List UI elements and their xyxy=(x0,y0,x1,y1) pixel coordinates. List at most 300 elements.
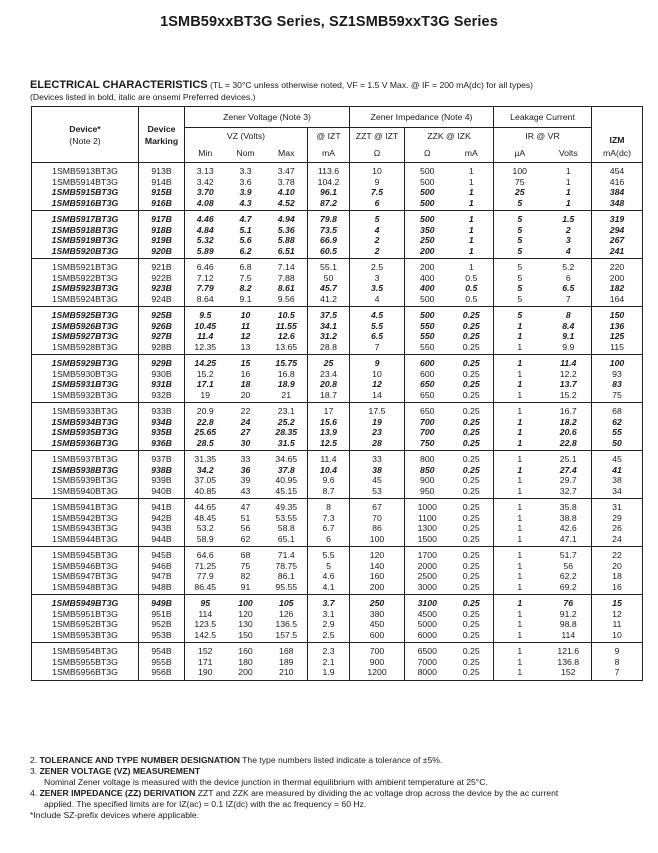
zzt-cell: 4.5 xyxy=(350,307,405,321)
page-title: 1SMB59xxBT3G Series, SZ1SMB59xxT3G Series xyxy=(160,14,498,30)
izt-cell: 4.1 xyxy=(308,582,350,595)
vr-cell: 8 xyxy=(546,307,592,321)
izt-cell: 17 xyxy=(308,403,350,417)
izk-cell: 0.25 xyxy=(450,369,494,380)
izt-cell: 5.5 xyxy=(308,547,350,561)
izm-cell: 62 xyxy=(592,417,643,428)
vz-min-cell: 114 xyxy=(198,608,213,619)
marking-cell: 947B xyxy=(139,571,185,582)
table-row xyxy=(32,163,643,177)
zzk-cell: 1500 xyxy=(405,534,450,547)
izm-cell: 55 xyxy=(592,427,643,438)
zzt-cell: 1200 xyxy=(350,667,405,680)
izk-cell: 0.25 xyxy=(450,657,494,668)
izm-cell: 18 xyxy=(592,571,643,582)
zzt-cell: 45 xyxy=(350,475,405,486)
izk-cell: 0.25 xyxy=(450,582,494,595)
izk-cell: 0.25 xyxy=(450,438,494,451)
izk-cell: 1 xyxy=(450,211,494,225)
zzt-cell: 38 xyxy=(350,465,405,476)
ir-cell: 75 xyxy=(514,176,525,187)
zzt-cell: 450 xyxy=(350,619,405,630)
izt-cell: 66.9 xyxy=(308,235,350,246)
table-row xyxy=(32,486,643,499)
izm-cell: 241 xyxy=(592,246,643,259)
zzk-cell: 350 xyxy=(420,224,435,235)
table-row xyxy=(32,390,643,403)
vz-nom-cell: 3.9 xyxy=(239,187,252,197)
zzk-cell: 800 xyxy=(420,454,435,464)
vz-min-cell: 37.05 xyxy=(194,475,217,485)
vz-min-cell: 11.4 xyxy=(197,331,214,341)
vz-max-cell: 4.94 xyxy=(266,211,308,225)
zener-impedance-header: Zener Impedance (Note 4) xyxy=(350,107,494,128)
vz-min-cell: 17.1 xyxy=(196,379,214,389)
device-cell: 1SMB5943BT3G xyxy=(32,523,139,534)
note-2-text: The type numbers listed indicate a tolerance of ±5%. xyxy=(239,755,443,765)
izk-cell: 0.25 xyxy=(450,630,494,643)
vz-max-cell: 18.9 xyxy=(266,379,308,390)
marking-cell: 915B xyxy=(139,187,185,198)
vz-min-cell: 19 xyxy=(185,390,226,403)
vr-cell: 47.1 xyxy=(546,534,592,547)
zzk-cell: 250 xyxy=(420,235,435,245)
ir-unit-header: µA xyxy=(494,145,546,163)
table-row xyxy=(32,283,643,294)
zzt-cell: 9 xyxy=(350,177,405,188)
vr-cell: 91.2 xyxy=(546,609,592,620)
izk-cell: 1 xyxy=(450,187,494,198)
vz-max-cell: 136.5 xyxy=(266,619,308,630)
izk-cell: 0.25 xyxy=(450,523,494,534)
ir-cell: 1 xyxy=(494,534,546,547)
izm-cell: 220 xyxy=(592,259,643,273)
note-3 xyxy=(30,766,650,777)
vr-cell: 51.7 xyxy=(546,547,592,561)
leakage-current-header: Leakage Current xyxy=(494,107,592,128)
vz-max-cell: 78.75 xyxy=(266,561,308,572)
table-row xyxy=(32,331,643,342)
device-cell: 1SMB5941BT3G xyxy=(32,499,139,513)
izt-cell: 41.2 xyxy=(308,294,350,307)
table-row xyxy=(32,657,643,668)
ir-cell: 1 xyxy=(494,582,546,595)
vr-cell: 4 xyxy=(546,246,592,259)
marking-cell: 925B xyxy=(139,307,185,321)
vz-max-cell: 31.5 xyxy=(266,438,308,451)
vz-min-cell: 25.65 xyxy=(194,427,217,437)
marking-cell: 953B xyxy=(139,630,185,643)
zzk-cell: 2500 xyxy=(417,571,437,581)
table-row xyxy=(32,571,643,582)
zzk-cell: 5000 xyxy=(417,619,437,629)
device-cell: 1SMB5947BT3G xyxy=(32,571,139,582)
vz-nom-cell: 6.2 xyxy=(226,246,266,259)
nom-header: Nom xyxy=(226,145,266,163)
marking-cell: 938B xyxy=(139,465,185,476)
marking-cell: 932B xyxy=(139,390,185,403)
vz-nom-cell: 33 xyxy=(240,454,251,464)
izm-cell: 31 xyxy=(592,499,643,513)
vz-min-cell: 7.79 xyxy=(196,283,214,293)
marking-cell: 943B xyxy=(139,523,185,534)
vz-max-cell: 3.78 xyxy=(266,177,308,188)
note-2-number: 2. xyxy=(30,755,38,765)
table-row xyxy=(32,198,643,211)
vr-cell: 35.8 xyxy=(546,499,592,513)
izk-cell: 0.25 xyxy=(450,465,494,476)
izk-cell: 0.25 xyxy=(450,534,494,547)
ir-cell: 5 xyxy=(517,262,523,272)
vz-min-cell: 9.5 xyxy=(199,310,212,320)
izk-cell: 0.25 xyxy=(450,390,494,403)
vz-min-cell: 77.9 xyxy=(196,571,214,581)
device-header-label: Device* xyxy=(69,123,101,134)
zzk-cell: 900 xyxy=(420,475,435,485)
table-row xyxy=(32,294,643,307)
vr-cell: 5.2 xyxy=(546,259,592,273)
zzk-cell: 500 xyxy=(405,198,450,211)
ir-cell: 1 xyxy=(517,646,523,656)
izt-cell: 8 xyxy=(308,499,350,513)
izt-cell: 2.9 xyxy=(308,619,350,630)
vr-cell: 7 xyxy=(546,294,592,307)
table-row xyxy=(32,211,643,225)
vz-max-cell: 45.15 xyxy=(266,486,308,499)
vr-cell: 76 xyxy=(546,595,592,609)
zzt-cell: 380 xyxy=(350,609,405,620)
ir-cell: 1 xyxy=(517,427,523,437)
izm-cell: 29 xyxy=(592,513,643,524)
zzk-unit-header: Ω xyxy=(405,145,450,163)
izt-cell: 13.9 xyxy=(308,427,350,438)
marking-header xyxy=(139,107,185,163)
device-cell: 1SMB5933BT3G xyxy=(32,403,139,417)
izt-cell: 1.9 xyxy=(308,667,350,680)
zzk-cell: 550 xyxy=(420,331,435,341)
vz-nom-cell: 5.6 xyxy=(239,235,252,245)
vr-cell: 29.7 xyxy=(546,475,592,486)
zzt-cell: 100 xyxy=(350,534,405,547)
vz-nom-cell: 180 xyxy=(238,656,253,667)
marking-cell: 936B xyxy=(139,438,185,451)
izt-cell: 34.1 xyxy=(308,321,350,332)
marking-cell: 920B xyxy=(139,246,185,259)
izt-cell: 96.1 xyxy=(308,187,350,198)
izt-cell: 9.6 xyxy=(308,475,350,486)
zzk-cell: 2000 xyxy=(417,560,437,571)
izm-cell: 384 xyxy=(592,187,643,198)
table-row xyxy=(32,225,643,236)
zzt-cell: 86 xyxy=(350,523,405,534)
vz-max-cell: 65.1 xyxy=(266,534,308,547)
vr-cell: 1 xyxy=(546,163,592,177)
zzk-cell: 600 xyxy=(420,358,435,368)
marking-cell: 928B xyxy=(139,342,185,355)
izt-cell: 37.5 xyxy=(308,307,350,321)
marking-cell: 922B xyxy=(139,273,185,284)
zzk-cell: 4500 xyxy=(417,608,437,619)
vr-cell: 20.6 xyxy=(546,427,592,438)
izk-cell: 0.25 xyxy=(450,342,494,355)
vz-min-cell: 3.70 xyxy=(196,187,214,197)
zzk-cell: 400 xyxy=(420,272,435,283)
table-row xyxy=(32,561,643,572)
zzt-cell: 2.5 xyxy=(350,259,405,273)
izm-cell: 150 xyxy=(592,307,643,321)
ir-cell: 100 xyxy=(512,166,528,176)
izk-cell: 0.5 xyxy=(450,294,494,307)
zzt-cell: 7 xyxy=(350,342,405,355)
vz-nom-cell: 4.3 xyxy=(226,198,266,211)
vz-nom-cell: 36 xyxy=(240,464,251,475)
vr-cell: 2 xyxy=(546,225,592,236)
izk-cell: 0.25 xyxy=(450,417,494,428)
vz-nom-cell: 22 xyxy=(240,406,251,416)
izm-cell: 100 xyxy=(592,355,643,369)
zzt-cell: 600 xyxy=(350,630,405,643)
table-row xyxy=(32,609,643,620)
izt-cell: 15.6 xyxy=(308,417,350,428)
table-row xyxy=(32,355,643,369)
zzk-cell: 1100 xyxy=(417,512,437,523)
zzt-cell: 120 xyxy=(350,547,405,561)
vz-nom-cell: 100 xyxy=(238,598,253,608)
izm-cell: 68 xyxy=(592,403,643,417)
zzt-cell: 33 xyxy=(350,451,405,465)
vz-min-cell: 34.2 xyxy=(196,464,214,475)
zzt-cell: 14 xyxy=(350,390,405,403)
zzt-cell: 10 xyxy=(350,163,405,177)
izk-cell: 0.25 xyxy=(450,486,494,499)
vz-nom-cell: 13 xyxy=(226,342,266,355)
vr-cell: 9.9 xyxy=(546,342,592,355)
device-cell: 1SMB5944BT3G xyxy=(32,534,139,547)
table-row xyxy=(32,342,643,355)
izt-cell: 60.5 xyxy=(308,246,350,259)
device-cell: 1SMB5956BT3G xyxy=(32,667,139,680)
izm-cell: 115 xyxy=(592,342,643,355)
izm-cell: 16 xyxy=(592,582,643,595)
vz-max-cell: 21 xyxy=(266,390,308,403)
vz-min-cell: 31.35 xyxy=(194,454,217,464)
vz-nom-cell: 43 xyxy=(226,486,266,499)
izt-cell: 18.7 xyxy=(308,390,350,403)
izm-cell: 9 xyxy=(592,643,643,657)
zzk-cell: 500 xyxy=(420,310,435,320)
zzk-cell: 500 xyxy=(405,294,450,307)
device-cell: 1SMB5935BT3G xyxy=(32,427,139,438)
zzk-cell: 700 xyxy=(420,427,435,437)
vz-min-cell: 4.08 xyxy=(185,198,226,211)
zzt-cell: 250 xyxy=(350,595,405,609)
ir-cell: 1 xyxy=(517,502,523,512)
marking-cell: 926B xyxy=(139,321,185,332)
izk-cell: 0.25 xyxy=(450,619,494,630)
izm-cell: 38 xyxy=(592,475,643,486)
table-row xyxy=(32,321,643,332)
vz-min-cell: 71.25 xyxy=(194,560,217,571)
vz-nom-cell: 3.3 xyxy=(239,166,252,176)
zzk-cell: 850 xyxy=(420,464,435,475)
vr-cell: 6 xyxy=(546,273,592,284)
izk-cell: 0.25 xyxy=(450,475,494,486)
vz-max-cell: 168 xyxy=(266,643,308,657)
vz-min-cell: 190 xyxy=(185,667,226,680)
zzt-cell: 28 xyxy=(350,438,405,451)
vr-cell: 11.4 xyxy=(546,355,592,369)
zzt-cell: 4 xyxy=(350,294,405,307)
vz-min-cell: 53.2 xyxy=(196,523,214,533)
table-row xyxy=(32,451,643,465)
zzk-cell: 200 xyxy=(405,246,450,259)
vz-nom-cell: 62 xyxy=(226,534,266,547)
vz-nom-cell: 5.1 xyxy=(239,224,252,235)
vz-min-cell: 14.25 xyxy=(194,358,217,368)
ir-cell: 1 xyxy=(494,390,546,403)
device-cell: 1SMB5924BT3G xyxy=(32,294,139,307)
device-cell: 1SMB5927BT3G xyxy=(32,331,139,342)
zzk-cell: 550 xyxy=(405,342,450,355)
zzt-cell: 4 xyxy=(350,225,405,236)
zzt-cell: 12 xyxy=(350,379,405,390)
izt-cell: 87.2 xyxy=(308,198,350,211)
vz-min-cell: 22.8 xyxy=(196,416,214,427)
vz-max-cell: 95.55 xyxy=(266,582,308,595)
vz-min-cell: 3.42 xyxy=(196,176,214,187)
vz-min-cell: 4.84 xyxy=(196,224,214,235)
marking-cell: 917B xyxy=(139,211,185,225)
vz-nom-cell: 39 xyxy=(240,475,251,485)
table-row xyxy=(32,177,643,188)
vz-max-cell: 40.95 xyxy=(266,475,308,486)
marking-cell: 930B xyxy=(139,369,185,380)
marking-cell: 952B xyxy=(139,619,185,630)
vr-cell: 32.7 xyxy=(546,486,592,499)
izt-cell: 104.2 xyxy=(308,177,350,188)
vr-cell: 13.7 xyxy=(546,379,592,390)
izm-cell: 41 xyxy=(592,465,643,476)
vz-max-cell: 126 xyxy=(266,609,308,620)
vr-cell: 25.1 xyxy=(546,451,592,465)
table-row xyxy=(32,417,643,428)
zzt-cell: 53 xyxy=(350,486,405,499)
izt-cell: 8.7 xyxy=(308,486,350,499)
vz-min-cell: 44.65 xyxy=(194,502,217,512)
izt-cell: 2.1 xyxy=(308,657,350,668)
zzt-cell: 70 xyxy=(350,513,405,524)
vz-max-cell: 86.1 xyxy=(266,571,308,582)
izt-cell: 3.1 xyxy=(308,609,350,620)
vz-max-cell: 15.75 xyxy=(266,355,308,369)
zzt-cell: 7.5 xyxy=(350,187,405,198)
izt-cell: 10.4 xyxy=(308,465,350,476)
note-3-number: 3. xyxy=(30,766,38,776)
zzt-cell: 23 xyxy=(350,427,405,438)
ir-cell: 1 xyxy=(517,619,523,629)
device-cell: 1SMB5926BT3G xyxy=(32,321,139,332)
vz-nom-cell: 200 xyxy=(226,667,266,680)
ir-cell: 5 xyxy=(517,272,523,283)
table-row xyxy=(32,475,643,486)
vz-max-cell: 6.51 xyxy=(266,246,308,259)
zzt-unit-header: Ω xyxy=(350,145,405,163)
marking-cell: 941B xyxy=(139,499,185,513)
zzt-cell: 9 xyxy=(350,355,405,369)
zzk-cell: 650 xyxy=(405,390,450,403)
vr-cell: 9.1 xyxy=(546,331,592,342)
vz-max-cell: 11.55 xyxy=(266,321,308,332)
marking-cell: 946B xyxy=(139,561,185,572)
izt-cell: 25 xyxy=(308,355,350,369)
izm-cell: 348 xyxy=(592,198,643,211)
vr-cell: 15.2 xyxy=(546,390,592,403)
marking-cell: 934B xyxy=(139,417,185,428)
ir-cell: 1 xyxy=(517,571,523,581)
marking-cell: 921B xyxy=(139,259,185,273)
izm-cell: 294 xyxy=(592,225,643,236)
ir-cell: 1 xyxy=(517,368,523,379)
vz-max-cell: 8.61 xyxy=(266,283,308,294)
table-row xyxy=(32,187,643,198)
zzt-cell: 67 xyxy=(350,499,405,513)
izm-cell: 24 xyxy=(592,534,643,547)
zzt-cell: 10 xyxy=(350,369,405,380)
note-4-text: ZZT and ZZK are measured by dividing the ac voltage drop across the device by the ac current xyxy=(195,788,559,798)
izt-cell: 45.7 xyxy=(308,283,350,294)
vz-nom-cell: 75 xyxy=(240,560,251,571)
vz-max-cell: 71.4 xyxy=(266,547,308,561)
vz-nom-cell: 91 xyxy=(226,582,266,595)
vz-max-cell: 210 xyxy=(266,667,308,680)
zzk-cell: 200 xyxy=(420,262,435,272)
device-cell: 1SMB5948BT3G xyxy=(32,582,139,595)
izk-cell: 0.25 xyxy=(450,609,494,620)
marking-cell: 940B xyxy=(139,486,185,499)
device-cell: 1SMB5932BT3G xyxy=(32,390,139,403)
marking-cell: 955B xyxy=(139,657,185,668)
vr-cell: 27.4 xyxy=(546,465,592,476)
ec-title: ELECTRICAL CHARACTERISTICS xyxy=(30,79,208,91)
izt-cell: 79.8 xyxy=(308,211,350,225)
izt-cell: 11.4 xyxy=(308,451,350,465)
vz-min-cell: 7.12 xyxy=(196,272,214,283)
zzk-cell: 1700 xyxy=(417,550,437,560)
vz-max-cell: 4.10 xyxy=(266,187,308,198)
device-cell: 1SMB5923BT3G xyxy=(32,283,139,294)
marking-cell: 935B xyxy=(139,427,185,438)
device-cell: 1SMB5953BT3G xyxy=(32,630,139,643)
vz-min-cell: 152 xyxy=(198,646,213,656)
izm-cell: 45 xyxy=(592,451,643,465)
izk-cell: 0.25 xyxy=(450,643,494,657)
device-cell: 1SMB5946BT3G xyxy=(32,561,139,572)
vr-cell: 42.6 xyxy=(546,523,592,534)
zzt-cell: 3.5 xyxy=(350,283,405,294)
zzk-cell: 500 xyxy=(420,187,435,197)
zzk-cell: 3000 xyxy=(405,582,450,595)
zzk-cell: 6000 xyxy=(405,630,450,643)
vz-nom-cell: 24 xyxy=(240,416,251,427)
vr-cell: 22.8 xyxy=(546,438,592,451)
ir-cell: 1 xyxy=(517,464,523,475)
vz-max-cell: 49.35 xyxy=(266,499,308,513)
vz-nom-cell: 30 xyxy=(226,438,266,451)
zzt-cell: 2 xyxy=(350,246,405,259)
izt-cell: 6.7 xyxy=(308,523,350,534)
ir-cell: 5 xyxy=(494,198,546,211)
device-header-note: (Note 2) xyxy=(69,135,101,146)
